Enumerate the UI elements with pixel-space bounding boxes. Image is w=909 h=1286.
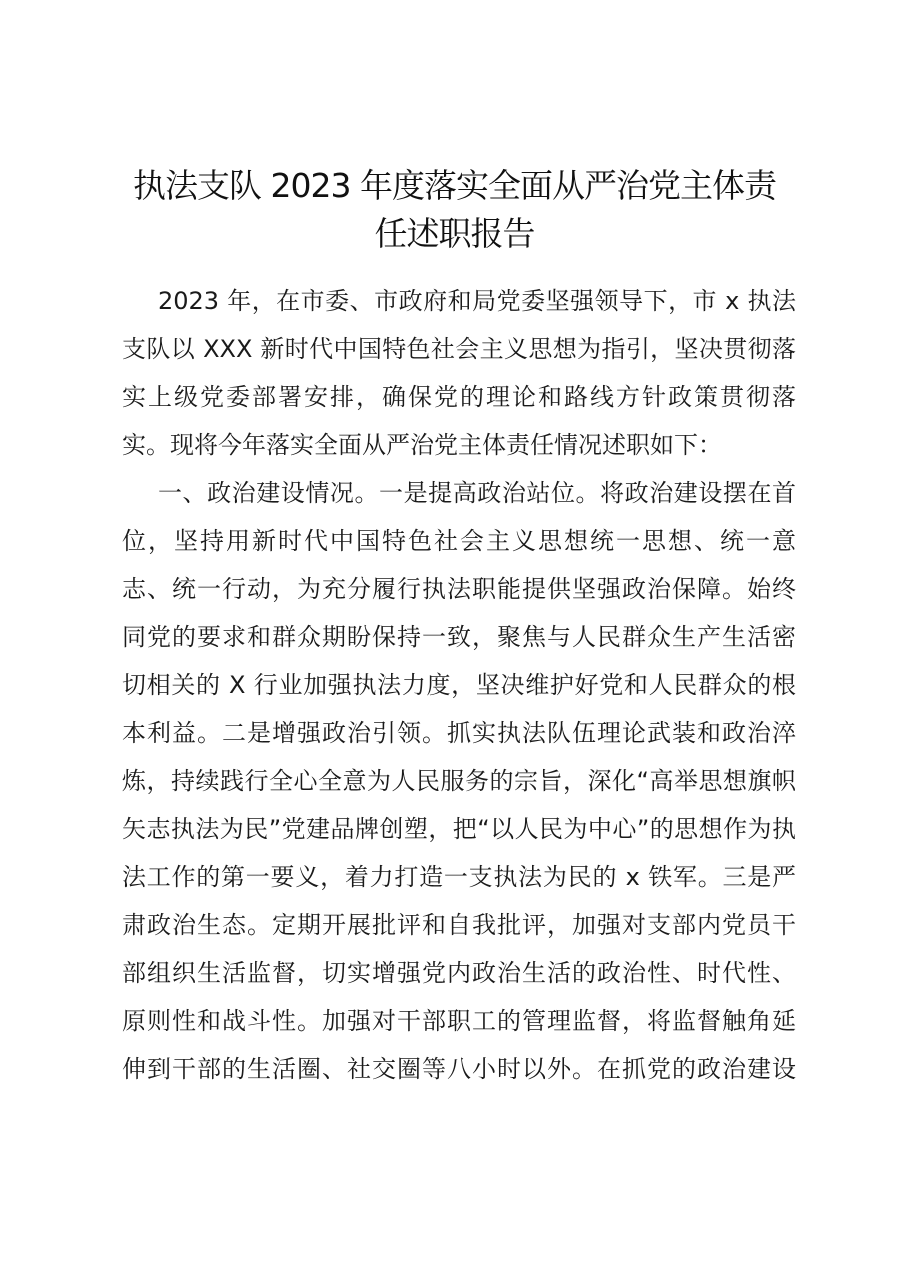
paragraph-line: 支队以 XXX 新时代中国特色社会主义思想为指引，坚决贯彻落 <box>122 335 796 363</box>
paragraph-line: 肃政治生态。定期开展批评和自我批评，加强对支部内党员干 <box>122 911 796 939</box>
paragraph-line: 一、政治建设情况。一是提高政治站位。将政治建设摆在首 <box>158 479 796 507</box>
paragraph-line: 志、统一行动，为充分履行执法职能提供坚强政治保障。始终 <box>122 575 796 603</box>
document-title-line-1: 执法支队 2023 年度落实全面从严治党主体责 <box>133 166 776 205</box>
document-title-line-2: 任述职报告 <box>374 214 535 253</box>
paragraph-line: 矢志执法为民”党建品牌创塑，把“以人民为中心”的思想作为执 <box>122 815 796 843</box>
paragraph-line: 法工作的第一要义，着力打造一支执法为民的 x 铁军。三是严 <box>122 863 796 891</box>
paragraph-line: 实上级党委部署安排，确保党的理论和路线方针政策贯彻落 <box>122 383 796 411</box>
paragraph-line: 炼，持续践行全心全意为人民服务的宗旨，深化“高举思想旗帜 <box>122 767 796 795</box>
paragraph-line: 位，坚持用新时代中国特色社会主义思想统一思想、统一意 <box>122 527 796 555</box>
paragraph-line: 部组织生活监督，切实增强党内政治生活的政治性、时代性、 <box>122 959 796 987</box>
paragraph-line: 2023 年，在市委、市政府和局党委坚强领导下，市 x 执法 <box>158 287 796 315</box>
paragraph-line: 伸到干部的生活圈、社交圈等八小时以外。在抓党的政治建设 <box>122 1055 796 1083</box>
paragraph-line: 实。现将今年落实全面从严治党主体责任情况述职如下： <box>122 431 722 459</box>
paragraph-line: 本利益。二是增强政治引领。抓实执法队伍理论武装和政治淬 <box>122 719 796 747</box>
paragraph-line: 同党的要求和群众期盼保持一致，聚焦与人民群众生产生活密 <box>122 623 796 651</box>
paragraph-line: 原则性和战斗性。加强对干部职工的管理监督，将监督触角延 <box>122 1007 796 1035</box>
paragraph-line: 切相关的 X 行业加强执法力度，坚决维护好党和人民群众的根 <box>122 671 796 699</box>
